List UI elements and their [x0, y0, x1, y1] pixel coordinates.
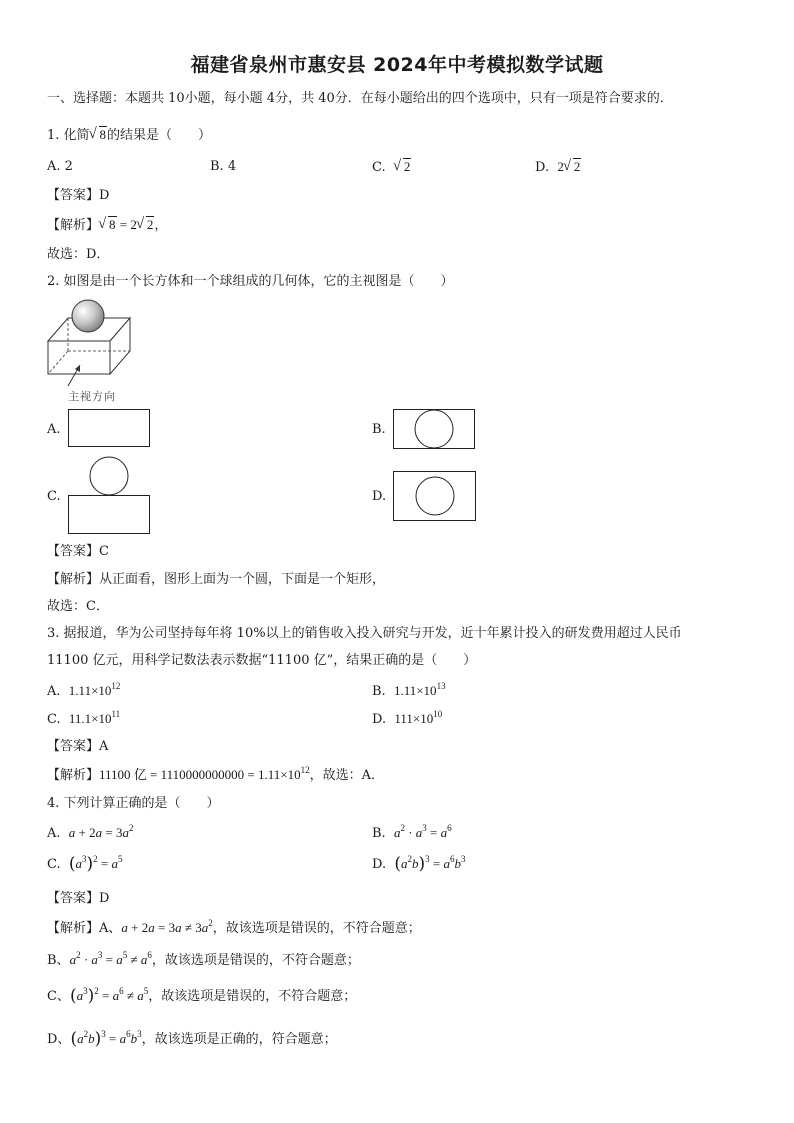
sqrt-symbol — [99, 216, 117, 234]
q3-analysis-tail: ，故选：A． — [309, 768, 384, 783]
q1-analysis-eq: = 2 — [116, 217, 137, 232]
q1-option-a: A. 2 — [47, 159, 73, 174]
analysis-label: 【解析】 — [47, 218, 100, 233]
q2-option-c-label: C. — [47, 489, 61, 504]
q2-stem: 2. 如图是由一个长方体和一个球组成的几何体，它的主视图是（ ） — [47, 274, 454, 289]
q4-answer-value: D — [99, 891, 110, 906]
q1-stem-tail: 的结果是（ ） — [107, 128, 212, 143]
q2-option-a-figure — [68, 409, 150, 447]
q1-option-c — [372, 158, 411, 177]
analysis-label: 【解析】 — [47, 768, 100, 783]
q3-option-d-letter: D. — [372, 712, 387, 727]
q1-option-c-letter: C. — [372, 160, 386, 175]
q1-option-b: B. 4 — [210, 159, 237, 174]
q3-option-a-exp: 12 — [111, 681, 121, 691]
q3-option-d-base: 111×10 — [394, 711, 434, 726]
q1-analysis-radicand2: 2 — [146, 217, 154, 232]
q2-option-c-figure — [68, 456, 150, 534]
q3-option-d — [372, 710, 442, 729]
q4-analysis-a-text: ，故该选项是错误的，不符合题意； — [212, 921, 421, 936]
q2-option-d-figure — [393, 471, 476, 521]
q2-choose: 故选：C． — [47, 599, 109, 614]
q2-analysis — [47, 571, 385, 589]
answer-label: 【答案】 — [47, 739, 100, 754]
sqrt-symbol — [137, 216, 155, 234]
q4-analysis-d-text: ，故该选项是正确的，符合题意； — [141, 1032, 337, 1047]
q3-stem-line2: 11100 亿元，用科学记数法表示数据“11100 亿”，结果正确的是（ ） — [47, 653, 477, 668]
q3-stem-line1: 3. 据报道，华为公司坚持每年将 10%以上的销售收入投入研究与开发，近十年累计投入的研发费用超过人民币 — [47, 626, 682, 641]
q4-stem: 4. 下列计算正确的是（ ） — [47, 796, 220, 811]
q3-option-c-base: 11.1×10 — [68, 711, 112, 726]
q4-analysis-b-prefix: B、 — [47, 953, 70, 968]
q4-option-a-letter: A. — [47, 826, 61, 841]
q4-analysis-c-text: ，故该选项是错误的，不符合题意； — [148, 989, 357, 1004]
q2-option-d-label: D. — [372, 489, 387, 504]
q3-analysis-exp: 12 — [300, 765, 310, 775]
q1-analysis-radicand: 8 — [109, 217, 116, 232]
q4-option-a: A. $a + 2a = 3a^2$ — [47, 823, 134, 841]
q4-answer — [47, 890, 109, 908]
q2-answer-value: C — [99, 544, 109, 559]
answer-label: 【答案】 — [47, 188, 100, 203]
q2-option-a-label: A. — [47, 422, 61, 437]
figure-caption: 主视方向 — [68, 390, 116, 403]
q1-answer — [47, 187, 109, 205]
q4-option-d: D. $(a^2b)^3 = a^6b^3$ — [372, 854, 466, 874]
analysis-label: 【解析】 — [47, 572, 100, 587]
q4-option-b: B. $a^2 \cdot a^3 = a^6$ — [372, 823, 452, 841]
page-title: 福建省泉州市惠安县 2024年中考模拟数学试题 — [190, 54, 604, 76]
q3-analysis-base: 11100 亿 = 1110000000000 = 1.11×10 — [99, 767, 301, 782]
q3-answer-value: A — [99, 739, 109, 754]
q1-option-d — [535, 158, 581, 177]
q3-option-b-base: 1.11×10 — [393, 683, 437, 698]
q3-option-c-letter: C. — [47, 712, 61, 727]
q1-stem-text: 1. 化简 — [47, 128, 90, 143]
q1-option-d-letter: D. — [535, 160, 550, 175]
q4-analysis-c-prefix: C、 — [47, 989, 70, 1004]
q4-analysis-b: B、$a^2 \cdot a^3 = a^5 \ne a^6$，故该选项是错误的，不符合题意； — [47, 950, 360, 968]
q1-answer-value: D — [99, 188, 110, 203]
q4-analysis-d-prefix: D、 — [47, 1032, 71, 1047]
q3-option-a-letter: A. — [47, 684, 61, 699]
sqrt-symbol — [90, 126, 108, 144]
q4-option-c-letter: C. — [47, 857, 61, 872]
q1-choose: 故选：D． — [47, 247, 110, 262]
q1-option-c-radicand: 2 — [403, 159, 411, 174]
q4-option-c: C. $(a^3)^2 = a^5$ — [47, 854, 123, 874]
q4-analysis-d: D、$(a^2b)^3 = a^6b^3$，故该选项是正确的，符合题意； — [47, 1029, 337, 1049]
q4-option-d-letter: D. — [372, 857, 387, 872]
q1-analysis-tail: ， — [154, 218, 168, 233]
analysis-label: 【解析】 — [47, 921, 100, 936]
q1-option-d-coef: 2 — [557, 159, 564, 174]
q3-option-b-exp: 13 — [436, 681, 446, 691]
sqrt-symbol — [564, 158, 582, 176]
q4-option-b-letter: B. — [372, 826, 386, 841]
answer-label: 【答案】 — [47, 891, 100, 906]
q3-option-d-exp: 10 — [433, 709, 443, 719]
answer-label: 【答案】 — [47, 544, 100, 559]
sqrt-symbol — [394, 158, 412, 176]
q3-answer — [47, 738, 108, 756]
q3-option-b — [372, 682, 446, 701]
q1-analysis — [47, 216, 167, 235]
section-heading: 一、选择题：本题共 10小题，每小题 4分，共 40分．在每小题给出的四个选项中，只有一项是符合要求的． — [47, 91, 673, 106]
q4-analysis-b-text: ，故该选项是错误的，不符合题意； — [151, 953, 360, 968]
q4-analysis-a: 【解析】A、$a + 2a = 3a \ne 3a^2$，故该选项是错误的，不符合题意； — [47, 918, 421, 936]
q1-stem — [47, 126, 211, 145]
q4-analysis-a-prefix: A、 — [99, 921, 122, 936]
q2-answer — [47, 543, 109, 561]
q3-option-a — [47, 682, 120, 701]
q3-option-c — [47, 710, 120, 729]
q1-option-d-radicand: 2 — [573, 159, 581, 174]
q1-radicand: 8 — [99, 127, 107, 142]
q4-analysis-c: C、$(a^3)^2 = a^6 \ne a^5$，故该选项是错误的，不符合题意； — [47, 986, 357, 1006]
q2-option-b-label: B. — [372, 422, 386, 437]
q3-option-c-exp: 11 — [111, 709, 121, 719]
q2-analysis-text: 从正面看，图形上面为一个圆，下面是一个矩形， — [99, 572, 386, 587]
q2-option-b-figure — [393, 409, 475, 449]
q3-analysis — [47, 766, 384, 785]
q3-option-a-base: 1.11×10 — [68, 683, 112, 698]
q3-option-b-letter: B. — [372, 684, 386, 699]
